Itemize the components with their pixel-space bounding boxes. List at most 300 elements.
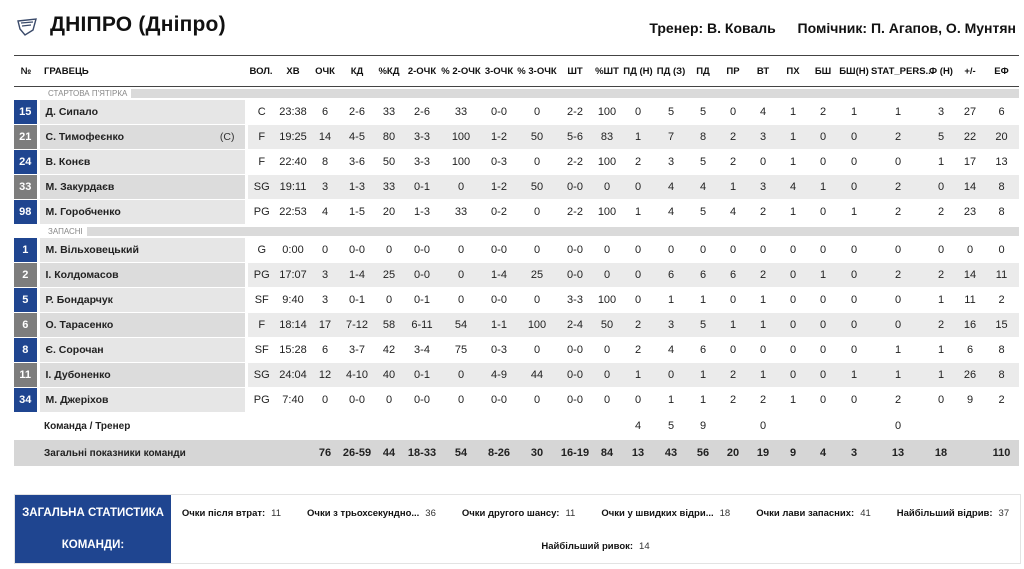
coach-name: В. Коваль (707, 20, 776, 36)
stat-cell: 1 (778, 125, 808, 150)
stat-cell: 0-0 (482, 238, 516, 263)
stat-cell: 0 (870, 150, 926, 175)
stat-cell: 4 (808, 440, 838, 467)
stat-cell: 0 (592, 175, 622, 200)
captain-badge: (C) (219, 131, 235, 143)
player-name-cell[interactable] (38, 388, 246, 413)
player-name[interactable]: І. Дубоненко (45, 369, 111, 381)
stat-cell: 3-4 (404, 338, 440, 363)
stat-cell: 3 (838, 440, 870, 467)
stat-cell: 43 (654, 440, 688, 467)
stat-cell: 0 (838, 263, 870, 288)
stat-cell: 2-6 (340, 100, 374, 125)
stat-cell: 110 (984, 440, 1019, 467)
stat-cell: 0-0 (558, 338, 592, 363)
stat-cell: 2 (718, 363, 748, 388)
player-name[interactable]: В. Конєв (45, 156, 91, 168)
stat-cell: 14 (956, 263, 984, 288)
stat-cell: 4 (310, 200, 340, 225)
summary-item (307, 508, 436, 519)
stat-cell: 4-9 (482, 363, 516, 388)
stat-cell: 17 (310, 313, 340, 338)
stat-cell: 0-0 (340, 388, 374, 413)
summary-item-label: Найбільший відрив: (896, 508, 993, 519)
stat-cell: 0 (440, 363, 482, 388)
stat-cell: 14 (956, 175, 984, 200)
stat-cell: 1 (926, 288, 956, 313)
player-name[interactable]: М. Закурдаєв (45, 181, 115, 193)
column-header[interactable]: БШ(Н) (838, 56, 870, 87)
stat-cell: 0-2 (482, 200, 516, 225)
stat-cell: 0-0 (404, 238, 440, 263)
player-row[interactable] (14, 338, 1019, 363)
stat-cell: 2 (748, 263, 778, 288)
stat-cell: 0 (808, 150, 838, 175)
player-name-cell[interactable] (38, 288, 246, 313)
stat-cell: 27 (956, 100, 984, 125)
player-name[interactable]: М. Джеріхов (45, 394, 109, 406)
box-score-table (14, 55, 1019, 467)
stat-cell: 3-3 (404, 150, 440, 175)
stat-cell: 26-59 (340, 440, 374, 467)
jersey-number: 15 (14, 100, 38, 125)
stat-cell: 0 (718, 100, 748, 125)
column-header[interactable]: % 3-ОЧК (516, 56, 558, 87)
stat-cell: 6 (654, 263, 688, 288)
player-row[interactable] (14, 363, 1019, 388)
summary-item (897, 508, 1009, 519)
stat-cell: 5 (688, 200, 718, 225)
stat-cell: 3 (310, 175, 340, 200)
stat-cell: 1 (870, 338, 926, 363)
stat-cell: 0-0 (482, 388, 516, 413)
stat-cell: 0-3 (482, 150, 516, 175)
stat-cell: G (246, 238, 276, 263)
stat-cell: 100 (592, 100, 622, 125)
player-name[interactable]: М. Горобченко (45, 206, 121, 218)
column-header[interactable]: КД (340, 56, 374, 87)
stat-cell (592, 413, 622, 440)
stat-cell: 0 (808, 388, 838, 413)
player-name[interactable]: Р. Бондарчук (45, 294, 113, 306)
stat-cell: 100 (440, 125, 482, 150)
stat-cell: 7:40 (276, 388, 310, 413)
stat-cell: 0 (778, 238, 808, 263)
team-totals-row (14, 440, 1019, 467)
stat-cell: 1 (778, 150, 808, 175)
stat-cell: 0 (516, 388, 558, 413)
stat-cell: 3-3 (558, 288, 592, 313)
stat-cell: 13 (870, 440, 926, 467)
stat-cell: 0 (374, 238, 404, 263)
player-name-cell[interactable] (38, 175, 246, 200)
stat-cell: 4 (654, 200, 688, 225)
stat-cell: 13 (622, 440, 654, 467)
stat-cell: 3-3 (404, 125, 440, 150)
stat-cell: 0 (654, 238, 688, 263)
stat-cell: 1 (622, 125, 654, 150)
stat-cell: 0-1 (404, 175, 440, 200)
stat-cell: 42 (374, 338, 404, 363)
stat-cell: 0 (838, 125, 870, 150)
stat-cell: 2-4 (558, 313, 592, 338)
stat-cell: 22 (956, 125, 984, 150)
section-divider (14, 225, 1019, 238)
stat-cell: 1 (870, 363, 926, 388)
stat-cell: 0 (778, 313, 808, 338)
summary-item (182, 508, 281, 519)
stat-cell: 0 (926, 175, 956, 200)
column-header[interactable]: ПР (718, 56, 748, 87)
stat-cell: 6 (984, 100, 1019, 125)
stat-cell: 4-10 (340, 363, 374, 388)
stat-cell: 3-7 (340, 338, 374, 363)
stat-cell (374, 413, 404, 440)
player-name-cell[interactable] (38, 338, 246, 363)
stat-cell: 80 (374, 125, 404, 150)
stat-cell: 0 (374, 388, 404, 413)
player-name[interactable]: І. Колдомасов (45, 269, 119, 281)
stat-cell: 18-33 (404, 440, 440, 467)
jersey-number: 1 (14, 238, 38, 263)
stat-cell: 4 (622, 413, 654, 440)
summary-item-label: Найбільший ривок: (541, 541, 634, 552)
stat-cell: 0 (778, 363, 808, 388)
summary-title-box (15, 495, 171, 563)
stat-cell: F (246, 125, 276, 150)
stat-cell: 1 (688, 388, 718, 413)
column-header[interactable]: %ШТ (592, 56, 622, 87)
stat-cell (718, 413, 748, 440)
stat-cell: 0 (622, 238, 654, 263)
coaching-staff (649, 20, 1016, 36)
stat-cell: 11 (956, 288, 984, 313)
stat-cell: 1 (748, 288, 778, 313)
stat-cell: 2 (926, 200, 956, 225)
summary-item (462, 508, 575, 519)
stat-cell: 8 (984, 363, 1019, 388)
stat-cell: 2 (622, 338, 654, 363)
player-name[interactable]: О. Тарасенко (45, 319, 114, 331)
player-row[interactable] (14, 200, 1019, 225)
player-row[interactable] (14, 388, 1019, 413)
section-label: СТАРТОВА П'ЯТІРКА (14, 89, 131, 98)
stat-cell: 0 (592, 338, 622, 363)
stat-cell: 0 (808, 338, 838, 363)
stat-cell: 75 (440, 338, 482, 363)
stat-cell: 0 (870, 313, 926, 338)
stat-cell: 0 (926, 238, 956, 263)
stat-cell (246, 413, 276, 440)
stat-cell: 0 (778, 288, 808, 313)
column-header[interactable]: 3-ОЧК (482, 56, 516, 87)
stat-cell: 0 (808, 363, 838, 388)
stat-cell: 0 (440, 175, 482, 200)
player-name-cell[interactable] (38, 100, 246, 125)
stat-cell: 1 (622, 200, 654, 225)
stat-cell: 2 (926, 313, 956, 338)
stat-cell: 9:40 (276, 288, 310, 313)
stat-cell: 30 (516, 440, 558, 467)
player-name-cell[interactable] (38, 238, 246, 263)
column-header[interactable]: ВОЛ. (246, 56, 276, 87)
stat-cell: 1-3 (340, 175, 374, 200)
stat-cell: 19:11 (276, 175, 310, 200)
stat-cell: 58 (374, 313, 404, 338)
summary-item-value: 11 (565, 508, 576, 519)
player-name[interactable]: М. Вільховецький (45, 244, 139, 256)
stat-cell: 1 (688, 363, 718, 388)
column-header[interactable]: ЕФ (984, 56, 1019, 87)
stat-cell: 0 (808, 313, 838, 338)
stat-cell: 20 (718, 440, 748, 467)
assistant-names: П. Агапов, О. Мунтян (870, 20, 1016, 36)
stat-cell: 2-2 (558, 100, 592, 125)
stat-cell: 0-0 (404, 263, 440, 288)
player-row[interactable] (14, 125, 1019, 150)
stat-cell: 0 (718, 288, 748, 313)
page-header (0, 0, 1024, 52)
summary-item (756, 508, 871, 519)
stat-cell: 1 (654, 388, 688, 413)
stat-cell: 14 (310, 125, 340, 150)
column-header[interactable]: № (14, 56, 38, 87)
stat-cell (926, 413, 956, 440)
stat-cell: 0 (440, 263, 482, 288)
stat-cell: 25 (516, 263, 558, 288)
stat-cell: 8 (688, 125, 718, 150)
stat-cell: 1 (718, 313, 748, 338)
stat-cell: 0 (808, 200, 838, 225)
stat-cell: 6 (688, 263, 718, 288)
column-header[interactable]: ПД (688, 56, 718, 87)
player-row[interactable] (14, 313, 1019, 338)
summary-item-value: 37 (998, 508, 1010, 519)
stat-cell: 1 (622, 363, 654, 388)
player-row[interactable] (14, 263, 1019, 288)
stat-cell: 2 (870, 125, 926, 150)
stat-cell: 0 (516, 238, 558, 263)
player-row[interactable] (14, 238, 1019, 263)
summary-item-label: Очки після втрат: (181, 508, 266, 519)
stat-cell: 0 (870, 288, 926, 313)
section-divider (14, 87, 1019, 100)
column-header[interactable]: % 2-ОЧК (440, 56, 482, 87)
stat-cell: PG (246, 263, 276, 288)
team-coach-row (14, 413, 1019, 440)
stat-cell: SF (246, 288, 276, 313)
stat-cell: 0 (870, 238, 926, 263)
column-header[interactable]: 2-ОЧК (404, 56, 440, 87)
player-row[interactable] (14, 150, 1019, 175)
stat-cell: 0-0 (558, 363, 592, 388)
player-row[interactable] (14, 288, 1019, 313)
team-row-label: Команда / Тренер (38, 413, 246, 440)
stat-cell: 0 (748, 338, 778, 363)
stat-cell: PG (246, 200, 276, 225)
player-name-cell[interactable] (38, 150, 246, 175)
stat-cell: 5 (688, 313, 718, 338)
stat-cell: 0 (516, 150, 558, 175)
stat-cell: 0 (374, 288, 404, 313)
column-header[interactable]: STAT_PERS... (870, 56, 926, 87)
stat-cell: 0 (956, 238, 984, 263)
summary-item (601, 508, 730, 519)
player-name[interactable]: С. Тимофеєнко (45, 131, 124, 143)
stat-cell: 8 (984, 338, 1019, 363)
stat-cell: 6-11 (404, 313, 440, 338)
player-name-cell[interactable] (38, 313, 246, 338)
stat-cell: 3 (748, 175, 778, 200)
stat-cell: 0 (440, 238, 482, 263)
jersey-number: 21 (14, 125, 38, 150)
stat-cell: 100 (592, 288, 622, 313)
stat-cell (516, 413, 558, 440)
stat-cell (246, 440, 276, 467)
stat-cell: 0-1 (340, 288, 374, 313)
stat-cell: 0-0 (558, 263, 592, 288)
stat-cell: 7 (654, 125, 688, 150)
column-header[interactable]: ВТ (748, 56, 778, 87)
team-name: ДНІПРО (Дніпро) (50, 13, 226, 36)
stat-cell: 22:40 (276, 150, 310, 175)
stat-cell: 3 (310, 263, 340, 288)
player-row[interactable] (14, 175, 1019, 200)
stat-cell: 1-1 (482, 313, 516, 338)
summary-item-label: Очки з трьохсекундно... (307, 508, 420, 519)
stat-cell: 1 (926, 338, 956, 363)
stat-cell: 4 (654, 175, 688, 200)
column-header[interactable]: ПД (З) (654, 56, 688, 87)
stat-cell (482, 413, 516, 440)
stat-cell: 8 (984, 175, 1019, 200)
team-row-label: Загальні показники команди (38, 440, 246, 467)
coach-label: Тренер: (649, 20, 704, 36)
stat-cell: 23:38 (276, 100, 310, 125)
stat-cell (984, 413, 1019, 440)
stat-cell: 4-5 (340, 125, 374, 150)
stat-cell: 9 (688, 413, 718, 440)
column-header[interactable]: ГРАВЕЦЬ (38, 56, 246, 87)
stat-cell: 1 (748, 363, 778, 388)
stat-cell: 0 (838, 238, 870, 263)
stat-cell: 0 (808, 288, 838, 313)
stat-cell: 25 (374, 263, 404, 288)
player-name-cell[interactable] (38, 200, 246, 225)
stat-cell: 0-0 (404, 388, 440, 413)
stat-cell: 8 (984, 200, 1019, 225)
stat-cell: 6 (688, 338, 718, 363)
stat-cell: 1 (808, 175, 838, 200)
stat-cell: 83 (592, 125, 622, 150)
stat-cell: 5 (688, 100, 718, 125)
jersey-number: 33 (14, 175, 38, 200)
stat-cell: 2 (870, 175, 926, 200)
stat-cell: 0-3 (482, 338, 516, 363)
stat-cell: 1-4 (482, 263, 516, 288)
stat-cell: 2 (622, 313, 654, 338)
player-row[interactable] (14, 100, 1019, 125)
stat-cell: 33 (374, 100, 404, 125)
stat-cell: 5 (654, 413, 688, 440)
stat-cell: 2-6 (404, 100, 440, 125)
player-name-cell[interactable] (38, 263, 246, 288)
stat-cell: 17 (956, 150, 984, 175)
stat-cell: 1 (778, 100, 808, 125)
column-header[interactable]: БШ (808, 56, 838, 87)
stat-cell: 6 (718, 263, 748, 288)
stat-cell: 18:14 (276, 313, 310, 338)
stat-cell: 20 (984, 125, 1019, 150)
stat-cell: 4 (778, 175, 808, 200)
stat-cell: 0:00 (276, 238, 310, 263)
column-header[interactable]: ХВ (276, 56, 310, 87)
player-name[interactable]: Д. Сипало (45, 106, 98, 118)
stat-cell: 0-1 (404, 363, 440, 388)
stat-cell: C (246, 100, 276, 125)
stat-cell: 2 (748, 388, 778, 413)
summary-title-line2: КОМАНДИ: (61, 539, 125, 551)
stat-cell: 0-0 (482, 100, 516, 125)
stat-cell: 0 (592, 363, 622, 388)
column-header[interactable]: +/- (956, 56, 984, 87)
jersey-number: 5 (14, 288, 38, 313)
column-header[interactable]: ОЧК (310, 56, 340, 87)
stat-cell: 19 (748, 440, 778, 467)
stat-cell: 2 (926, 263, 956, 288)
stat-cell: 6 (956, 338, 984, 363)
stat-cell: 1-2 (482, 125, 516, 150)
stat-cell: 44 (516, 363, 558, 388)
stat-cell: 0 (654, 363, 688, 388)
stat-cell: 23 (956, 200, 984, 225)
stat-cell: 4 (688, 175, 718, 200)
stat-cell: 15 (984, 313, 1019, 338)
stat-cell: 54 (440, 440, 482, 467)
stat-cell: 0 (808, 125, 838, 150)
summary-item-value: 41 (860, 508, 871, 519)
team-summary-panel (14, 494, 1021, 564)
stat-cell: 33 (440, 200, 482, 225)
column-header[interactable]: ПХ (778, 56, 808, 87)
stat-cell: 0 (592, 238, 622, 263)
player-name[interactable]: Є. Сорочан (45, 344, 104, 356)
column-header[interactable]: Ф (Н) (926, 56, 956, 87)
stat-cell: 2 (870, 388, 926, 413)
stat-cell: 1-3 (404, 200, 440, 225)
column-header[interactable]: %КД (374, 56, 404, 87)
stat-cell: 0 (592, 388, 622, 413)
stat-cell: 0-0 (340, 238, 374, 263)
column-header[interactable]: ШТ (558, 56, 592, 87)
column-header[interactable]: ПД (Н) (622, 56, 654, 87)
stat-cell: 0 (622, 100, 654, 125)
stat-cell (956, 440, 984, 467)
stat-cell: 1-2 (482, 175, 516, 200)
stat-cell: 0 (622, 388, 654, 413)
stat-cell: 0 (870, 413, 926, 440)
jersey-number: 6 (14, 313, 38, 338)
stat-cell: 0 (516, 200, 558, 225)
player-name-cell[interactable] (38, 125, 246, 150)
stat-cell: 6 (310, 338, 340, 363)
summary-title-line1: ЗАГАЛЬНА СТАТИСТИКА (22, 507, 164, 519)
stat-cell: 15:28 (276, 338, 310, 363)
stat-cell: 100 (592, 200, 622, 225)
player-name-cell[interactable] (38, 363, 246, 388)
stat-cell: 26 (956, 363, 984, 388)
stat-cell: 2 (984, 388, 1019, 413)
